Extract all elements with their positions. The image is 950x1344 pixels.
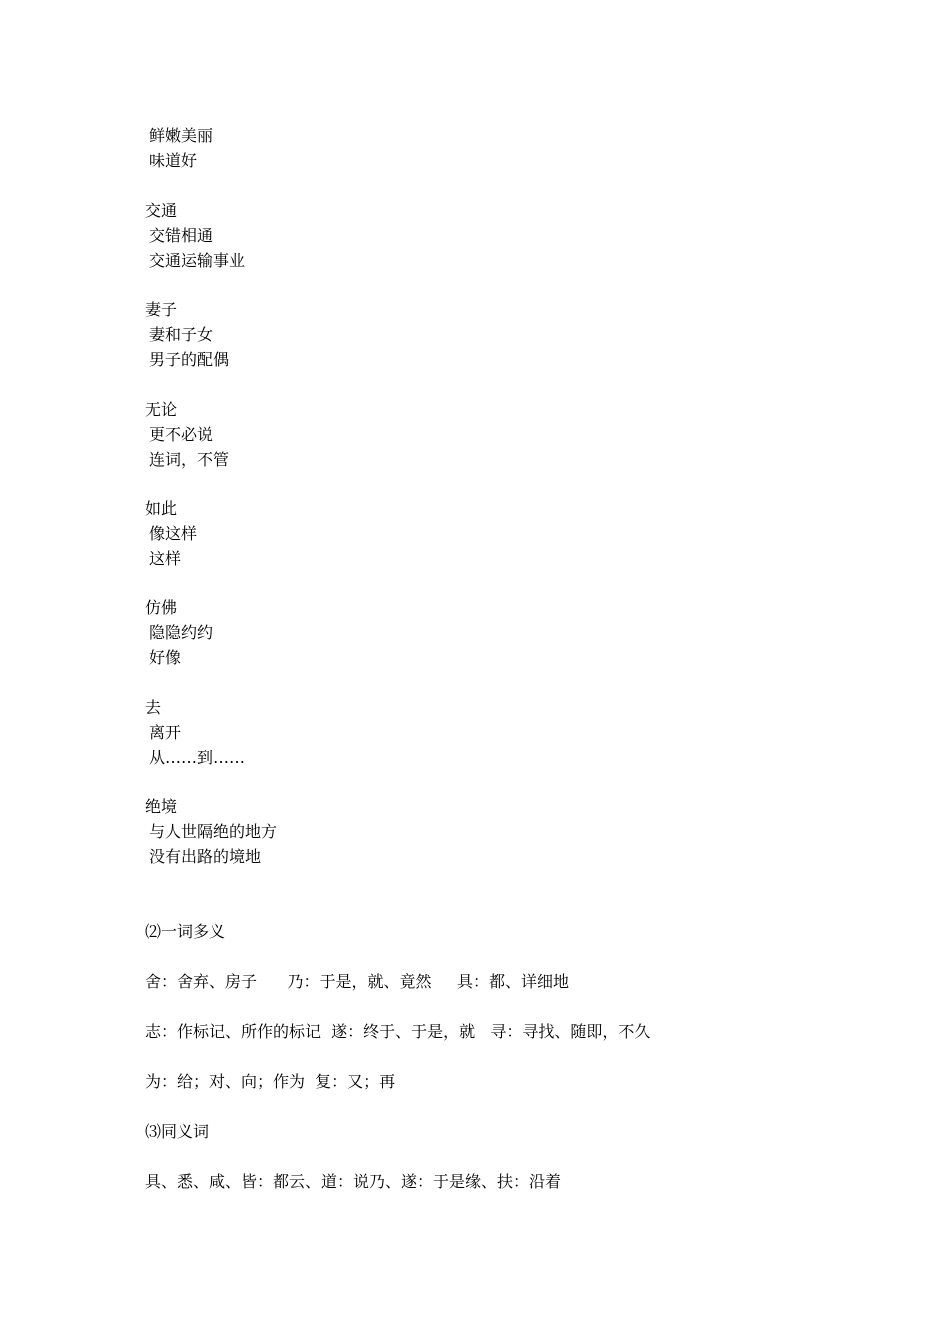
vocab-word: 如此 — [145, 499, 178, 518]
polysemy-line: 为：给；对、向；作为 复：又；再 — [145, 1072, 396, 1091]
vocab-word: 去 — [145, 698, 162, 717]
meaning-line: 像这样 — [149, 524, 198, 543]
meaning-line: 离开 — [149, 723, 182, 742]
vocab-word: 交通 — [145, 201, 178, 220]
meaning-line: 与人世隔绝的地方 — [149, 822, 278, 841]
meaning-line: 没有出路的境地 — [149, 847, 262, 866]
meaning-line: 从……到…… — [149, 748, 246, 767]
meaning-line: 味道好 — [149, 151, 198, 170]
meaning-line: 鲜嫩美丽 — [149, 126, 214, 145]
vocab-word: 绝境 — [145, 797, 178, 816]
vocab-word: 妻子 — [145, 300, 178, 319]
meaning-line: 更不必说 — [149, 425, 214, 444]
section-heading-polysemy: ⑵一词多义 — [145, 922, 226, 941]
vocab-word: 仿佛 — [145, 598, 178, 617]
meaning-line: 这样 — [149, 549, 182, 568]
meaning-line: 隐隐约约 — [149, 623, 214, 642]
vocab-word: 无论 — [145, 400, 178, 419]
meaning-line: 连词，不管 — [149, 450, 230, 469]
meaning-line: 好像 — [149, 648, 182, 667]
meaning-line: 交通运输事业 — [149, 251, 246, 270]
polysemy-line: 舍：舍弃、房子 乃：于是，就、竟然 具：都、详细地 — [145, 972, 569, 991]
meaning-line: 交错相通 — [149, 226, 214, 245]
meaning-line: 妻和子女 — [149, 325, 214, 344]
section-heading-synonyms: ⑶同义词 — [145, 1122, 210, 1141]
polysemy-line: 志：作标记、所作的标记 遂：终于、于是，就 寻：寻找、随即，不久 — [145, 1022, 651, 1041]
meaning-line: 男子的配偶 — [149, 350, 230, 369]
synonyms-line: 具、悉、咸、皆：都云、道：说乃、遂：于是缘、扶：沿着 — [145, 1172, 562, 1191]
